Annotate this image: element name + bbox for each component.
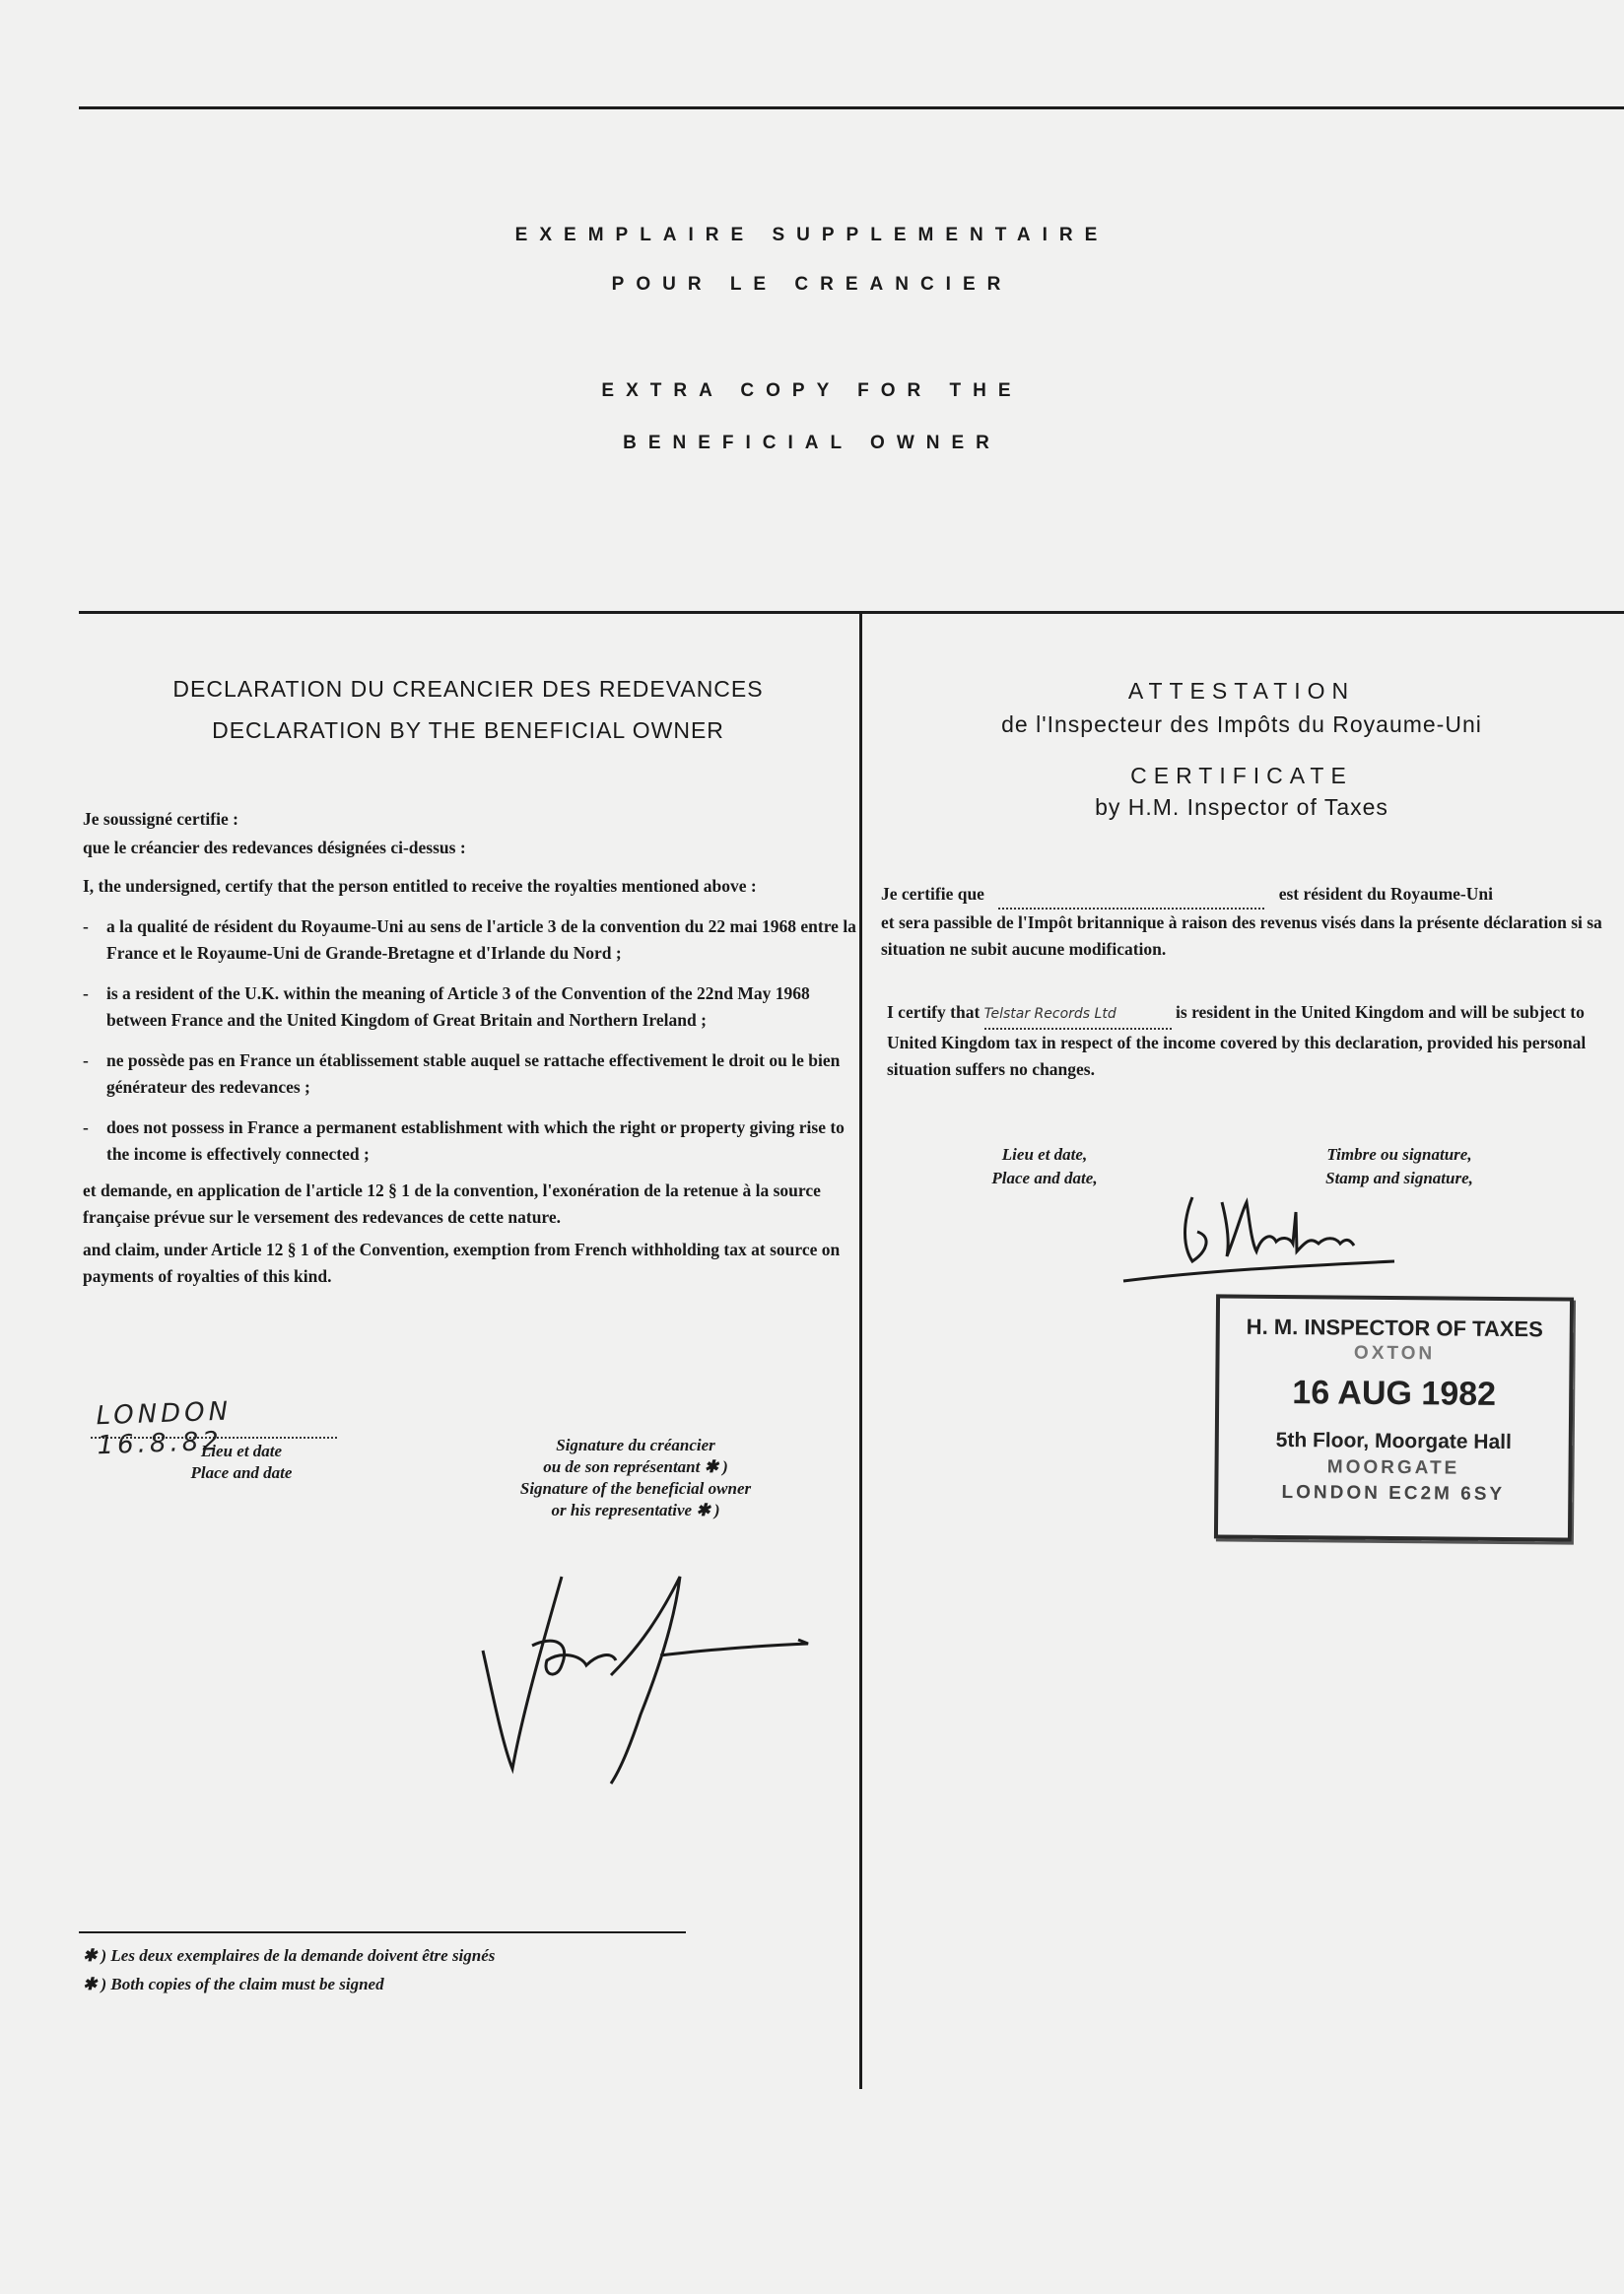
handwritten-resident-name: Telstar Records Ltd [984,1001,1172,1030]
footnote-rule [79,1931,686,1933]
left-title-en: DECLARATION BY THE BENEFICIAL OWNER [212,717,724,743]
right-attestation-sub: de l'Inspecteur des Impôts du Royaume-Uni [1001,711,1482,737]
right-attestation-title: ATTESTATION [1127,678,1356,704]
declaration-bullet: - ne possède pas en France un établissement stable auquel se rattache effectivement le droit ou le bien générateur des redevances ; [83,1050,841,1097]
certificate-place-date-label: Lieu et date, Place and date, [991,1145,1098,1187]
place-date-field [91,1396,337,1461]
stamp-date: 16 AUG 1982 [1292,1374,1497,1413]
inspector-stamp [1214,1294,1574,1541]
right-certificate-sub: by H.M. Inspector of Taxes [1095,794,1388,820]
header-fr-line2: POUR LE CREANCIER [611,274,1013,295]
stamp-line5: LONDON EC2M 6SY [1281,1482,1506,1505]
right-certificate-title: CERTIFICATE [1130,763,1353,788]
declaration-fr-intro-2: que le créancier des redevances désignées ci-dessus : [83,838,466,857]
inspector-signature [1114,1182,1409,1291]
declaration-en-claim: and claim, under Article 12 § 1 of the Convention, exemption from French withholding tax at source on payments of royalties of this kind. [83,1240,841,1286]
header-fr-line1: EXEMPLAIRE SUPPLEMENTAIRE [514,225,1110,245]
stamp-line4: MOORGATE [1326,1456,1460,1479]
footnote-en: ✱ ) Both copies of the claim must be signed [83,1975,384,1993]
declaration-bullet: - is a resident of the U.K. within the meaning of Article 3 of the Convention of the 22nd May 1968 between France and the United Kingdom of Great Britain and Northern Ireland ; [83,983,810,1030]
footnote-fr: ✱ ) Les deux exemplaires de la demande doivent être signés [83,1946,496,1965]
left-title-fr: DECLARATION DU CREANCIER DES REDEVANCES [172,676,764,702]
certificate-en-text: I certify that Telstar Records Ltd is resident in the United Kingdom and will be subject to United Kingdom tax in respect of the income covered by this declaration, provided his personal situation suffers no changes. [887,1002,1587,1079]
place-date-label: Lieu et date Place and date [190,1442,293,1482]
section-rule [79,611,1624,614]
top-rule [79,106,1624,109]
declaration-bullet: - a la qualité de résident du Royaume-Uni au sens de l'article 3 de la convention du 22 mai 1968 entre la France et le Royaume-Uni de Grande-Bretagne et d'Irlande du Nord ; [83,916,856,963]
certificate-fr-text: Je certifie que est résident du Royaume-Uni et sera passible de l'Impôt britannique à raison des revenus visés dans la présente déclaration si sa situation ne subit aucune modification. [881,881,1622,963]
certificate-stamp-label: Timbre ou signature, Stamp and signature, [1325,1145,1473,1187]
footnotes [83,1941,495,1998]
declaration-en-intro: I, the undersigned, certify that the person entitled to receive the royalties mentioned above : [83,876,757,896]
declaration-fr-intro-1: Je soussigné certifie : [83,809,238,829]
stamp-line1: H. M. INSPECTOR OF TAXES [1246,1314,1543,1342]
beneficial-owner-signature [463,1557,838,1793]
header-en-line2: BENEFICIAL OWNER [623,433,1001,453]
resident-name-field-fr [998,881,1264,910]
stamp-line3: 5th Floor, Moorgate Hall [1275,1428,1512,1454]
handwritten-place-date: LONDON 16.8.82 [96,1396,233,1461]
declaration-fr-claim: et demande, en application de l'article 12 § 1 de la convention, l'exonération de la retenue à la source française prévue sur le versement des redevances de cette nature. [83,1181,821,1227]
stamp-line2: OXTON [1353,1342,1436,1365]
left-declaration-body [83,806,861,1292]
declaration-bullet: - does not possess in France a permanent establishment with which the right or property giving rise to the income is effectively connected ; [83,1117,845,1164]
header-en-line1: EXTRA COPY FOR THE [601,380,1023,401]
beneficial-owner-signature-label: Signature du créancier ou de son représentant ✱ ) Signature of the beneficial owner or his representative ✱ ) [519,1436,752,1519]
